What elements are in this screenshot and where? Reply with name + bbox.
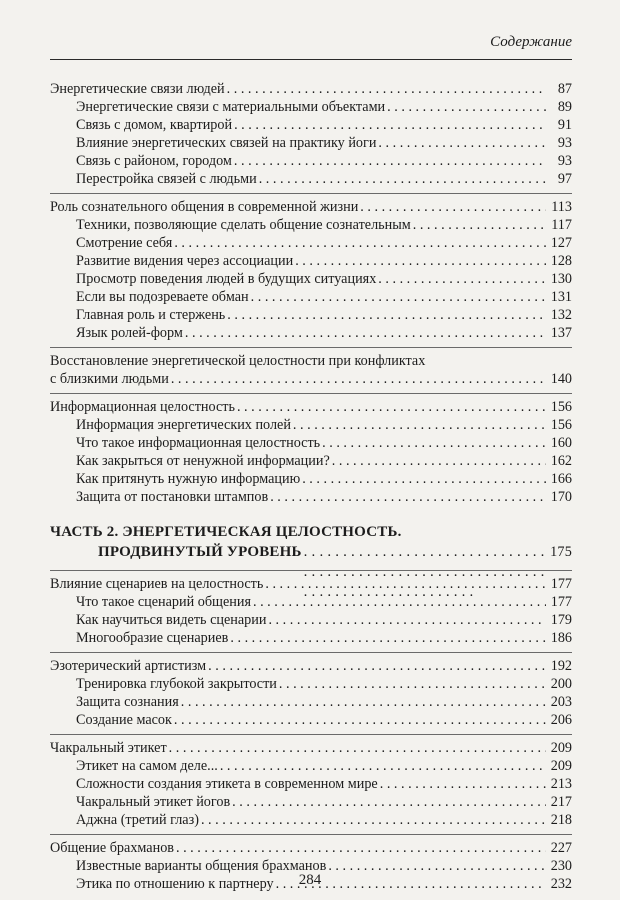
toc-entry-page: 160 <box>550 435 572 451</box>
toc-entry-page: 89 <box>557 99 572 115</box>
dot-leader <box>302 470 546 488</box>
table-of-contents <box>50 70 572 893</box>
toc-entry-title: Этика по отношению к партнеру <box>76 876 274 892</box>
dot-leader <box>234 152 546 170</box>
toc-entry[interactable] <box>50 711 572 729</box>
part-page: 175 <box>550 544 572 560</box>
toc-entry-page: 132 <box>550 307 572 323</box>
toc-section <box>50 194 572 342</box>
dot-leader <box>237 398 546 416</box>
toc-entry-main[interactable] <box>50 352 572 388</box>
toc-entry-title: Аджна (третий глаз) <box>76 812 199 828</box>
toc-entry-title: Эзотерический артистизм <box>50 658 207 674</box>
toc-entry-title: Язык ролей-форм <box>76 325 183 341</box>
dot-leader <box>332 452 546 470</box>
toc-entry-title: Что такое информационная целостность <box>76 435 321 451</box>
toc-entry-page: 97 <box>557 171 572 187</box>
toc-entry-main[interactable] <box>50 739 572 757</box>
toc-entry[interactable] <box>50 234 572 252</box>
toc-section <box>50 348 572 388</box>
toc-entry-page: 209 <box>550 740 572 756</box>
toc-entry-page: 130 <box>550 271 572 287</box>
toc-entry-title: Связь с районом, городом <box>76 153 232 169</box>
toc-entry[interactable] <box>50 306 572 324</box>
dot-leader <box>201 811 546 829</box>
dot-leader <box>171 370 546 388</box>
toc-entry-page: 217 <box>550 794 572 810</box>
toc-entry-title: Энергетические связи с материальными объектами <box>76 99 386 115</box>
toc-entry[interactable] <box>50 98 572 116</box>
dot-leader <box>174 711 546 729</box>
toc-entry[interactable] <box>50 288 572 306</box>
toc-entry[interactable] <box>50 757 572 775</box>
toc-entry-page: 192 <box>550 658 572 674</box>
dot-leader <box>279 675 546 693</box>
dot-leader <box>220 757 546 775</box>
toc-entry[interactable] <box>50 134 572 152</box>
toc-entry[interactable] <box>50 152 572 170</box>
toc-entry-title: Техники, позволяющие сделать общение сознательным <box>76 217 411 233</box>
toc-entry-page: 113 <box>551 199 572 215</box>
toc-entry[interactable] <box>50 270 572 288</box>
part-heading[interactable] <box>50 522 572 562</box>
toc-entry-page: 91 <box>557 117 572 133</box>
dot-leader <box>387 98 546 116</box>
toc-entry-title: Перестройка связей с людьми <box>76 171 257 187</box>
dot-leader <box>413 216 546 234</box>
toc-entry-title-line2: с близкими людьми <box>50 371 169 387</box>
dot-leader <box>295 252 546 270</box>
toc-entry-title: Информация энергетических полей <box>76 417 291 433</box>
dot-leader <box>265 575 546 593</box>
dot-leader <box>234 116 546 134</box>
toc-entry[interactable] <box>50 611 572 629</box>
toc-entry-title: Этикет на самом деле... <box>76 758 218 774</box>
dot-leader <box>174 234 546 252</box>
toc-entry-page: 117 <box>551 217 572 233</box>
running-header: Содержание <box>490 34 572 50</box>
dot-leader <box>293 416 546 434</box>
toc-entry-title: Известные варианты общения брахманов <box>76 858 327 874</box>
toc-entry[interactable] <box>50 252 572 270</box>
part-title-line2: ПРОДВИНУТЫЙ УРОВЕНЬ <box>98 544 302 560</box>
toc-entry[interactable] <box>50 452 572 470</box>
toc-entry-page: 206 <box>550 712 572 728</box>
toc-entry-page: 127 <box>550 235 572 251</box>
dot-leader <box>230 629 546 647</box>
toc-entry[interactable] <box>50 324 572 342</box>
toc-entry-page: 156 <box>550 399 572 415</box>
toc-entry-main[interactable] <box>50 80 572 98</box>
toc-entry-title: Сложности создания этикета в современном мире <box>76 776 378 792</box>
dot-leader <box>270 488 546 506</box>
toc-entry-main[interactable] <box>50 657 572 675</box>
dot-leader <box>208 657 546 675</box>
toc-entry[interactable] <box>50 629 572 647</box>
toc-section <box>50 653 572 729</box>
dot-leader <box>378 270 546 288</box>
toc-entry-title: Чакральный этикет <box>50 740 167 756</box>
toc-entry-main[interactable] <box>50 839 572 857</box>
toc-entry[interactable] <box>50 793 572 811</box>
toc-section <box>50 571 572 647</box>
toc-entry-page: 179 <box>550 612 572 628</box>
toc-entry[interactable] <box>50 593 572 611</box>
dot-leader <box>185 324 546 342</box>
toc-entry[interactable] <box>50 811 572 829</box>
toc-entry[interactable] <box>50 675 572 693</box>
dot-leader <box>251 288 546 306</box>
toc-entry-title: Развитие видения через ассоциации <box>76 253 294 269</box>
toc-section <box>50 735 572 829</box>
toc-entry-page: 87 <box>557 81 572 97</box>
dot-leader <box>322 434 546 452</box>
toc-entry-title: Главная роль и стержень <box>76 307 226 323</box>
dot-leader <box>360 198 546 216</box>
toc-entry-page: 227 <box>550 840 572 856</box>
toc-entry-page: 177 <box>550 594 572 610</box>
toc-entry-main[interactable] <box>50 398 572 416</box>
toc-entry-title: Энергетические связи людей <box>50 81 225 97</box>
toc-entry-title: Многообразие сценариев <box>76 630 229 646</box>
toc-entry[interactable] <box>50 434 572 452</box>
toc-entry-page: 140 <box>550 371 572 387</box>
toc-entry-title: Просмотр поведения людей в будущих ситуациях <box>76 271 377 287</box>
dot-leader <box>176 839 546 857</box>
toc-entry-page: 128 <box>550 253 572 269</box>
toc-entry-page: 156 <box>550 417 572 433</box>
toc-entry-page: 131 <box>550 289 572 305</box>
toc-entry-title: Связь с домом, квартирой <box>76 117 233 133</box>
toc-entry-title: Как закрыться от ненужной информации? <box>76 453 330 469</box>
toc-entry-page: 203 <box>550 694 572 710</box>
toc-entry-page: 177 <box>550 576 572 592</box>
toc-entry[interactable] <box>50 470 572 488</box>
toc-entry-page: 186 <box>550 630 572 646</box>
toc-entry-page: 137 <box>550 325 572 341</box>
toc-entry-title: Влияние энергетических связей на практику йоги <box>76 135 377 151</box>
dot-leader <box>169 739 546 757</box>
toc-entry-page: 93 <box>557 135 572 151</box>
dot-leader <box>227 306 546 324</box>
toc-entry-title: Как притянуть нужную информацию <box>76 471 301 487</box>
toc-entry-title-line1: Восстановление энергетической целостности при конфликтах <box>50 353 426 369</box>
page-number: 284 <box>298 872 322 888</box>
toc-entry[interactable] <box>50 693 572 711</box>
toc-entry-title: Влияние сценариев на целостность <box>50 576 264 592</box>
toc-entry[interactable] <box>50 170 572 188</box>
toc-section <box>50 70 572 188</box>
toc-entry-title: Что такое сценарий общения <box>76 594 251 610</box>
dot-leader <box>268 611 546 629</box>
toc-entry-title: Защита от постановки штампов <box>76 489 269 505</box>
toc-entry-page: 209 <box>550 758 572 774</box>
toc-entry-title: Роль сознательного общения в современной жизни <box>50 199 359 215</box>
toc-entry-page: 213 <box>550 776 572 792</box>
part-title-line1: ЧАСТЬ 2. ЭНЕРГЕТИЧЕСКАЯ ЦЕЛОСТНОСТЬ. <box>50 524 402 540</box>
dot-leader <box>259 170 546 188</box>
toc-entry-page: 232 <box>550 876 572 892</box>
toc-entry[interactable] <box>50 116 572 134</box>
toc-entry-page: 170 <box>550 489 572 505</box>
toc-entry-main[interactable] <box>50 198 572 216</box>
toc-entry-page: 162 <box>550 453 572 469</box>
toc-entry[interactable] <box>50 216 572 234</box>
toc-entry-title: Смотрение себя <box>76 235 173 251</box>
toc-entry[interactable] <box>50 488 572 506</box>
toc-entry-title: Создание масок <box>76 712 172 728</box>
dot-leader <box>181 693 546 711</box>
toc-entry-page: 93 <box>557 153 572 169</box>
dot-leader <box>378 134 546 152</box>
dot-leader <box>227 80 546 98</box>
dot-leader <box>380 775 546 793</box>
toc-entry-title: Чакральный этикет йогов <box>76 794 231 810</box>
toc-entry-main[interactable] <box>50 575 572 593</box>
toc-entry-title: Информационная целостность <box>50 399 235 415</box>
toc-entry-title: Защита сознания <box>76 694 179 710</box>
header-rule <box>50 59 572 60</box>
toc-section <box>50 394 572 506</box>
dot-leader <box>253 593 546 611</box>
toc-entry[interactable] <box>50 775 572 793</box>
toc-entry-page: 218 <box>550 812 572 828</box>
dot-leader <box>232 793 546 811</box>
toc-entry-page: 166 <box>550 471 572 487</box>
toc-entry-page: 200 <box>550 676 572 692</box>
toc-entry-title: Тренировка глубокой закрытости <box>76 676 277 692</box>
toc-entry-title: Общение брахманов <box>50 840 174 856</box>
toc-entry[interactable] <box>50 416 572 434</box>
toc-entry-title: Как научиться видеть сценарии <box>76 612 267 628</box>
toc-entry-page: 230 <box>550 858 572 874</box>
toc-entry-title: Если вы подозреваете обман <box>76 289 249 305</box>
